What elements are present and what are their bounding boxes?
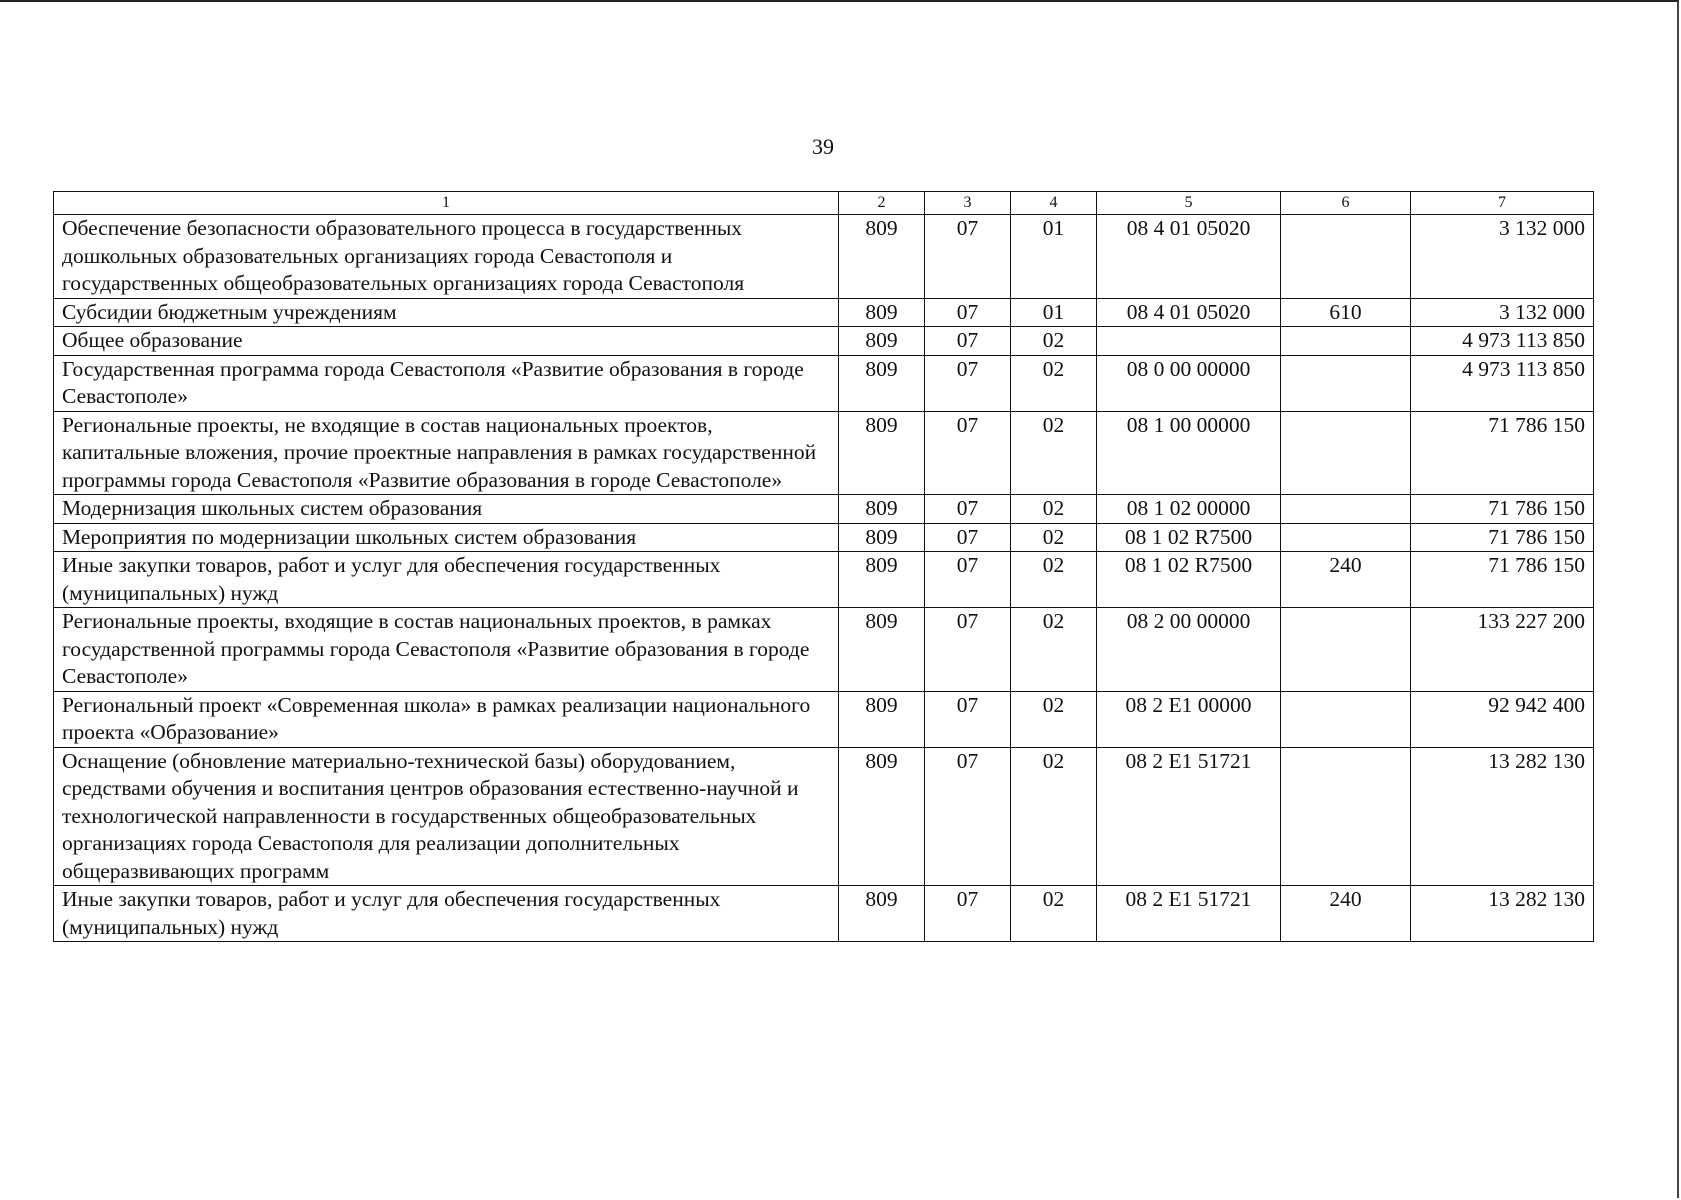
subsection-code: 02 xyxy=(1011,691,1097,747)
subsection-code: 02 xyxy=(1011,411,1097,495)
section-code: 07 xyxy=(925,886,1011,942)
amount: 71 786 150 xyxy=(1411,552,1594,608)
table-row xyxy=(54,523,1594,552)
ministry-code: 809 xyxy=(839,523,925,552)
table-row xyxy=(54,691,1594,747)
table-row xyxy=(54,747,1594,886)
ministry-code: 809 xyxy=(839,411,925,495)
target-article-code: 08 4 01 05020 xyxy=(1097,215,1281,299)
target-article-code: 08 2 00 00000 xyxy=(1097,608,1281,692)
column-header: 3 xyxy=(925,192,1011,215)
column-header: 1 xyxy=(54,192,839,215)
section-code: 07 xyxy=(925,327,1011,356)
row-name: Модернизация школьных систем образования xyxy=(54,495,839,524)
row-name: Общее образование xyxy=(54,327,839,356)
expense-type-code xyxy=(1281,411,1411,495)
section-code: 07 xyxy=(925,608,1011,692)
expense-type-code xyxy=(1281,691,1411,747)
expense-type-code xyxy=(1281,608,1411,692)
ministry-code: 809 xyxy=(839,691,925,747)
amount: 92 942 400 xyxy=(1411,691,1594,747)
section-code: 07 xyxy=(925,523,1011,552)
expense-type-code xyxy=(1281,495,1411,524)
row-name: Региональный проект «Современная школа» в рамках реализации национального проекта «Образование» xyxy=(54,691,839,747)
subsection-code: 02 xyxy=(1011,355,1097,411)
target-article-code: 08 1 00 00000 xyxy=(1097,411,1281,495)
target-article-code: 08 2 E1 51721 xyxy=(1097,886,1281,942)
amount: 4 973 113 850 xyxy=(1411,327,1594,356)
row-name: Региональные проекты, не входящие в состав национальных проектов, капитальные вложения, прочие проектные направления в рамках государственной программы города Севастополя «Развитие образования в городе Севастополе» xyxy=(54,411,839,495)
table-row xyxy=(54,608,1594,692)
subsection-code: 01 xyxy=(1011,215,1097,299)
column-header: 2 xyxy=(839,192,925,215)
table-row xyxy=(54,215,1594,299)
column-header: 6 xyxy=(1281,192,1411,215)
subsection-code: 02 xyxy=(1011,747,1097,886)
section-code: 07 xyxy=(925,298,1011,327)
ministry-code: 809 xyxy=(839,298,925,327)
expense-type-code xyxy=(1281,327,1411,356)
column-number-row xyxy=(54,192,1594,215)
target-article-code: 08 0 00 00000 xyxy=(1097,355,1281,411)
table-row xyxy=(54,495,1594,524)
section-code: 07 xyxy=(925,691,1011,747)
ministry-code: 809 xyxy=(839,215,925,299)
target-article-code xyxy=(1097,327,1281,356)
row-name: Иные закупки товаров, работ и услуг для обеспечения государственных (муниципальных) нужд xyxy=(54,886,839,942)
amount: 4 973 113 850 xyxy=(1411,355,1594,411)
amount: 13 282 130 xyxy=(1411,886,1594,942)
section-code: 07 xyxy=(925,355,1011,411)
amount: 3 132 000 xyxy=(1411,215,1594,299)
ministry-code: 809 xyxy=(839,747,925,886)
ministry-code: 809 xyxy=(839,327,925,356)
subsection-code: 01 xyxy=(1011,298,1097,327)
target-article-code: 08 2 E1 00000 xyxy=(1097,691,1281,747)
ministry-code: 809 xyxy=(839,355,925,411)
table-row xyxy=(54,552,1594,608)
expense-type-code xyxy=(1281,523,1411,552)
expense-type-code xyxy=(1281,215,1411,299)
ministry-code: 809 xyxy=(839,608,925,692)
section-code: 07 xyxy=(925,747,1011,886)
section-code: 07 xyxy=(925,215,1011,299)
ministry-code: 809 xyxy=(839,552,925,608)
expense-type-code: 240 xyxy=(1281,552,1411,608)
expense-type-code xyxy=(1281,355,1411,411)
amount: 71 786 150 xyxy=(1411,495,1594,524)
ministry-code: 809 xyxy=(839,886,925,942)
budget-table xyxy=(53,191,1594,942)
target-article-code: 08 4 01 05020 xyxy=(1097,298,1281,327)
target-article-code: 08 1 02 R7500 xyxy=(1097,552,1281,608)
subsection-code: 02 xyxy=(1011,552,1097,608)
section-code: 07 xyxy=(925,495,1011,524)
amount: 71 786 150 xyxy=(1411,411,1594,495)
row-name: Субсидии бюджетным учреждениям xyxy=(54,298,839,327)
target-article-code: 08 1 02 00000 xyxy=(1097,495,1281,524)
subsection-code: 02 xyxy=(1011,608,1097,692)
table-row xyxy=(54,298,1594,327)
row-name: Оснащение (обновление материально-технической базы) оборудованием, средствами обучения и воспитания центров образования естественно-научной и технологической направленности в государственных общеобразовательных организациях города Севастополя для реализации дополнительных общеразвивающих программ xyxy=(54,747,839,886)
row-name: Мероприятия по модернизации школьных систем образования xyxy=(54,523,839,552)
ministry-code: 809 xyxy=(839,495,925,524)
page-number: 39 xyxy=(812,134,834,159)
target-article-code: 08 1 02 R7500 xyxy=(1097,523,1281,552)
expense-type-code xyxy=(1281,747,1411,886)
column-header: 4 xyxy=(1011,192,1097,215)
expense-type-code: 610 xyxy=(1281,298,1411,327)
table-row xyxy=(54,327,1594,356)
table-row xyxy=(54,411,1594,495)
amount: 13 282 130 xyxy=(1411,747,1594,886)
amount: 133 227 200 xyxy=(1411,608,1594,692)
subsection-code: 02 xyxy=(1011,495,1097,524)
subsection-code: 02 xyxy=(1011,523,1097,552)
row-name: Обеспечение безопасности образовательного процесса в государственных дошкольных образовательных организациях города Севастополя и государственных общеобразовательных организациях города Севастополя xyxy=(54,215,839,299)
table-row xyxy=(54,355,1594,411)
section-code: 07 xyxy=(925,411,1011,495)
row-name: Государственная программа города Севастополя «Развитие образования в городе Севастополе» xyxy=(54,355,839,411)
expense-type-code: 240 xyxy=(1281,886,1411,942)
subsection-code: 02 xyxy=(1011,886,1097,942)
table-row xyxy=(54,886,1594,942)
target-article-code: 08 2 E1 51721 xyxy=(1097,747,1281,886)
row-name: Региональные проекты, входящие в состав национальных проектов, в рамках государственной программы города Севастополя «Развитие образования в городе Севастополе» xyxy=(54,608,839,692)
row-name: Иные закупки товаров, работ и услуг для обеспечения государственных (муниципальных) нужд xyxy=(54,552,839,608)
column-header: 5 xyxy=(1097,192,1281,215)
column-header: 7 xyxy=(1411,192,1594,215)
subsection-code: 02 xyxy=(1011,327,1097,356)
amount: 71 786 150 xyxy=(1411,523,1594,552)
amount: 3 132 000 xyxy=(1411,298,1594,327)
section-code: 07 xyxy=(925,552,1011,608)
